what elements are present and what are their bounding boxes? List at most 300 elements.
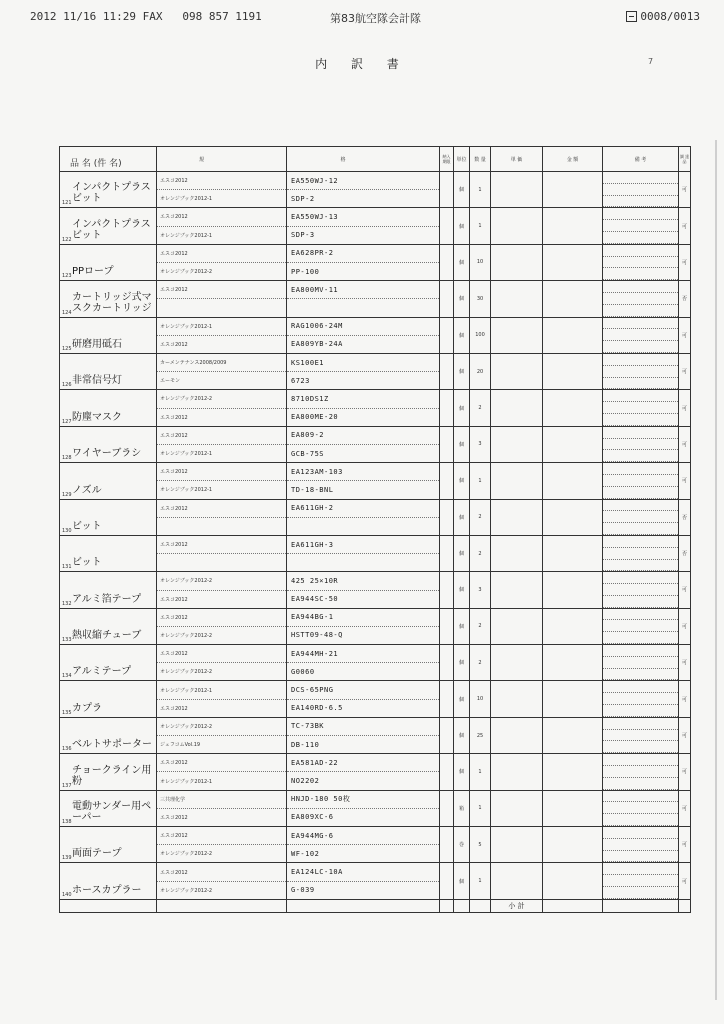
remarks-line-1 [603,754,678,766]
qty-cell: 1 [470,463,491,499]
spec-line-2 [287,299,439,316]
table-row [60,681,691,717]
subtotal-cell [157,899,287,912]
spec-line-2: 6723 [291,376,310,385]
delivery-cell [440,790,454,826]
header-amount: 金 額 [543,147,603,172]
spec-line-2: WF-102 [291,849,320,858]
judge-cell: 可 [679,608,691,644]
scan-edge [715,140,717,1000]
amount-cell [543,717,603,753]
name-cell [60,717,157,753]
remarks-cell [603,717,679,753]
source-line-2: エーモン [160,378,181,385]
qty-cell: 1 [470,754,491,790]
unit-cell: 個 [454,390,470,426]
source-cell [157,681,287,717]
source-line-1: エスコ2012 [157,609,286,627]
source-line-1: エスコ2012 [157,463,286,481]
remarks-cell [603,390,679,426]
remarks-line-2 [603,839,678,851]
spec-line-1: EA611GH-3 [287,536,439,554]
amount-cell [543,353,603,389]
source-cell [157,535,287,571]
source-line-2: エスコ2012 [160,705,188,712]
spec-cell [287,572,440,608]
judge-cell: 可 [679,172,691,208]
source-cell [157,754,287,790]
name-cell [60,390,157,426]
unit-cell: 個 [454,463,470,499]
amount-cell [543,317,603,353]
spec-cell [287,390,440,426]
item-number: 136 [62,746,72,753]
item-number: 121 [62,200,72,207]
spec-cell [287,754,440,790]
table-row [60,717,691,753]
source-line-2: オレンジブック2012-2 [160,669,213,676]
remarks-cell [603,172,679,208]
delivery-cell [440,426,454,462]
unit-price-cell [491,463,543,499]
fax-page-indicator [626,10,700,23]
source-cell [157,390,287,426]
delivery-cell [440,645,454,681]
source-line-1: エスコ2012 [157,500,286,518]
remarks-cell [603,499,679,535]
unit-price-cell [491,499,543,535]
amount-cell [543,645,603,681]
judge-cell: 可 [679,717,691,753]
subtotal-cell [603,899,679,912]
table-row [60,463,691,499]
source-cell [157,499,287,535]
subtotal-label: 小 計 [491,899,543,912]
header-spec: 格 [287,147,440,172]
table-row [60,863,691,899]
unit-cell: 個 [454,353,470,389]
unit-cell: 個 [454,535,470,571]
spec-line-2: NO2202 [291,777,320,786]
item-number: 123 [62,273,72,280]
spec-line-2: DB-110 [291,740,320,749]
amount-cell [543,426,603,462]
source-cell [157,827,287,863]
unit-cell: 個 [454,608,470,644]
fax-number: 098 857 1191 [182,10,262,23]
source-line-2: オレンジブック2012-1 [160,196,213,203]
unit-cell: 個 [454,645,470,681]
header-source: 規 [157,147,287,172]
source-cell [157,353,287,389]
amount-cell [543,681,603,717]
item-name: ベルトサポーター [72,739,152,751]
source-line-2: オレンジブック2012-1 [160,232,213,239]
delivery-cell [440,172,454,208]
item-number: 126 [62,382,72,389]
spec-line-1: EA123AM-103 [287,463,439,481]
spec-cell [287,353,440,389]
judge-cell: 可 [679,353,691,389]
item-number: 124 [62,309,72,316]
spec-line-2: PP-100 [291,267,320,276]
delivery-cell [440,281,454,317]
header-remarks: 備 考 [603,147,679,172]
judge-cell: 否 [679,281,691,317]
unit-price-cell [491,208,543,244]
unit-cell: 個 [454,172,470,208]
unit-price-cell [491,572,543,608]
source-cell [157,426,287,462]
remarks-cell [603,244,679,280]
remarks-line-3 [603,305,678,317]
delivery-cell [440,353,454,389]
spec-cell [287,426,440,462]
source-cell [157,463,287,499]
remarks-cell [603,281,679,317]
amount-cell [543,790,603,826]
remarks-line-1 [603,354,678,366]
source-line-1: オレンジブック2012-1 [157,318,286,336]
source-cell [157,281,287,317]
remarks-cell [603,317,679,353]
source-cell [157,863,287,899]
remarks-line-1 [603,208,678,220]
qty-cell: 3 [470,426,491,462]
table-header [60,147,691,172]
qty-cell: 10 [470,244,491,280]
remarks-line-1 [603,500,678,512]
fax-sender: 第83航空隊会計隊 [330,12,421,25]
delivery-cell [440,681,454,717]
spec-line-2: SDP-3 [291,231,315,240]
unit-price-cell [491,790,543,826]
spec-line-1: RAG1006-24M [287,318,439,336]
item-name: インパクトプラスビット [72,218,151,241]
remarks-line-1 [603,827,678,839]
subtotal-cell [679,899,691,912]
item-number: 128 [62,455,72,462]
source-line-1: オレンジブック2012-2 [157,572,286,590]
remarks-line-3 [603,196,678,208]
unit-cell: 個 [454,281,470,317]
item-name: 防塵マスク [72,411,122,423]
remarks-line-2 [603,184,678,196]
table-row [60,572,691,608]
unit-price-cell [491,717,543,753]
source-line-1: エスコ2012 [157,172,286,190]
remarks-cell [603,754,679,790]
remarks-line-1 [603,281,678,293]
spec-cell [287,208,440,244]
spec-line-1: EA550WJ-13 [287,208,439,226]
qty-cell: 2 [470,499,491,535]
subtotal-cell [470,899,491,912]
header-unit: 単位 [454,147,470,172]
judge-cell: 可 [679,463,691,499]
amount-cell [543,535,603,571]
judge-cell: 可 [679,863,691,899]
qty-cell: 10 [470,681,491,717]
table-row [60,208,691,244]
source-cell [157,317,287,353]
qty-cell: 1 [470,208,491,244]
remarks-cell [603,353,679,389]
fax-datetime-and-number [30,10,262,23]
judge-cell: 否 [679,499,691,535]
table-row [60,390,691,426]
table-row [60,317,691,353]
unit-cell: 箱 [454,790,470,826]
table-row [60,790,691,826]
remarks-line-3 [603,669,678,681]
qty-cell: 1 [470,790,491,826]
item-name: ビット [72,520,102,532]
spec-cell [287,863,440,899]
name-cell [60,608,157,644]
qty-cell: 2 [470,645,491,681]
unit-cell: 巻 [454,827,470,863]
name-cell [60,172,157,208]
unit-cell: 個 [454,208,470,244]
remarks-line-1 [603,718,678,730]
table-row [60,608,691,644]
spec-cell [287,535,440,571]
item-number: 135 [62,709,72,716]
remarks-cell [603,463,679,499]
unit-price-cell [491,426,543,462]
remarks-cell [603,535,679,571]
amount-cell [543,827,603,863]
qty-cell: 3 [470,572,491,608]
source-cell [157,572,287,608]
remarks-line-3 [603,232,678,244]
source-line-2: エスコ2012 [160,414,188,421]
spec-line-1: EA944MH-21 [287,645,439,663]
remarks-line-2 [603,730,678,742]
spec-cell [287,681,440,717]
source-line-1: カーメンテナンス2008/2009 [157,354,286,372]
unit-price-cell [491,244,543,280]
spec-line-2: TD-18-BNL [291,485,334,494]
item-name: ビット [72,557,102,569]
judge-cell: 可 [679,754,691,790]
unit-price-cell [491,645,543,681]
delivery-cell [440,244,454,280]
name-cell [60,535,157,571]
remarks-line-2 [603,693,678,705]
source-line-1: オレンジブック2012-2 [157,718,286,736]
remarks-line-1 [603,791,678,803]
source-line-2: オレンジブック2012-1 [160,451,213,458]
table-row [60,827,691,863]
remarks-line-1 [603,536,678,548]
source-line-1: エスコ2012 [157,754,286,772]
remarks-line-3 [603,851,678,863]
qty-cell: 1 [470,863,491,899]
source-cell [157,608,287,644]
source-cell [157,645,287,681]
source-line-1: エスコ2012 [157,863,286,881]
spec-line-2: EA140RD-6.5 [291,704,343,713]
spec-line-2: SDP-2 [291,194,315,203]
qty-cell: 2 [470,608,491,644]
spec-line-2: G0060 [291,667,315,676]
source-cell [157,244,287,280]
unit-price-cell [491,681,543,717]
item-number: 137 [62,782,72,789]
judge-cell: 可 [679,426,691,462]
remarks-line-2 [603,329,678,341]
amount-cell [543,608,603,644]
delivery-cell [440,754,454,790]
table-row [60,535,691,571]
remarks-line-3 [603,887,678,899]
name-cell [60,863,157,899]
name-cell [60,353,157,389]
judge-cell: 可 [679,208,691,244]
source-line-2: オレンジブック2012-2 [160,851,213,858]
item-name: ワイヤーブラシ [72,448,142,460]
remarks-cell [603,426,679,462]
delivery-cell [440,535,454,571]
delivery-cell [440,317,454,353]
spec-line-2: HSTT09-48-Q [291,631,343,640]
remarks-line-3 [603,341,678,353]
amount-cell [543,863,603,899]
remarks-line-1 [603,681,678,693]
amount-cell [543,281,603,317]
source-line-2: オレンジブック2012-2 [160,887,213,894]
source-line-2 [157,518,286,535]
delivery-cell [440,499,454,535]
qty-cell: 1 [470,172,491,208]
remarks-line-3 [603,268,678,280]
name-cell [60,645,157,681]
item-name: PPロープ [72,266,114,278]
item-number: 129 [62,491,72,498]
remarks-line-1 [603,390,678,402]
source-line-2: エスコ2012 [160,814,188,821]
remarks-line-2 [603,366,678,378]
item-number: 131 [62,564,72,571]
delivery-cell [440,208,454,244]
spec-line-1: EA611GH-2 [287,500,439,518]
remarks-line-1 [603,572,678,584]
remarks-line-1 [603,463,678,475]
spec-line-1: EA944MG-6 [287,827,439,845]
spec-line-1: EA800MV-11 [287,281,439,299]
remarks-line-3 [603,705,678,717]
name-cell [60,572,157,608]
spec-line-1: 8710DS1Z [287,390,439,408]
remarks-line-2 [603,657,678,669]
remarks-line-2 [603,439,678,451]
unit-price-cell [491,608,543,644]
delivery-cell [440,608,454,644]
item-name: チョークライン用粉 [72,764,152,787]
source-line-2: ジェフコムVol.19 [160,742,201,749]
spec-line-1: EA581AD-22 [287,754,439,772]
unit-price-cell [491,535,543,571]
delivery-cell [440,827,454,863]
judge-cell: 可 [679,681,691,717]
name-cell [60,317,157,353]
spec-line-1: DCS-65PNG [287,681,439,699]
item-number: 125 [62,345,72,352]
amount-cell [543,172,603,208]
item-name: カプラ [72,702,102,714]
remarks-line-2 [603,511,678,523]
remarks-cell [603,572,679,608]
subtotal-cell [454,899,470,912]
name-cell [60,827,157,863]
fax-datetime: 2012 11/16 11:29 FAX [30,10,163,23]
item-name: 研磨用砥石 [72,338,122,350]
remarks-line-3 [603,414,678,426]
remarks-line-1 [603,318,678,330]
judge-cell: 否 [679,535,691,571]
item-number: 122 [62,236,72,243]
remarks-line-3 [603,778,678,790]
source-line-2 [157,554,286,571]
name-cell [60,463,157,499]
remarks-line-2 [603,620,678,632]
subtotal-cell [543,899,603,912]
item-name: 熱収縮チューブ [72,630,142,642]
judge-cell: 可 [679,645,691,681]
remarks-line-3 [603,450,678,462]
source-line-2: オレンジブック2012-1 [160,487,213,494]
remarks-line-3 [603,523,678,535]
delivery-cell [440,463,454,499]
item-number: 140 [62,891,72,898]
spec-line-2: EA809XC-6 [291,813,334,822]
unit-cell: 個 [454,572,470,608]
name-cell [60,681,157,717]
item-name: 両面テープ [72,848,122,860]
table-row [60,353,691,389]
remarks-line-1 [603,427,678,439]
subtotal-cell [440,899,454,912]
spec-cell [287,645,440,681]
source-line-1: エスコ2012 [157,281,286,299]
spec-line-1: 425 25×10R [287,572,439,590]
remarks-line-3 [603,596,678,608]
remarks-cell [603,863,679,899]
table-row [60,244,691,280]
remarks-line-2 [603,402,678,414]
remarks-line-2 [603,584,678,596]
remarks-line-1 [603,245,678,257]
delivery-cell [440,863,454,899]
unit-cell: 個 [454,717,470,753]
name-cell [60,790,157,826]
header-qty: 数 量 [470,147,491,172]
header-delivery: 納入 期限 [440,147,454,172]
amount-cell [543,572,603,608]
spec-cell [287,790,440,826]
remarks-line-3 [603,632,678,644]
subtotal-cell [287,899,440,912]
spec-line-2: EA800ME-20 [291,413,339,422]
breakdown-table [59,146,691,913]
spec-line-2 [287,554,439,571]
remarks-line-2 [603,548,678,560]
unit-cell: 個 [454,754,470,790]
amount-cell [543,390,603,426]
qty-cell: 30 [470,281,491,317]
